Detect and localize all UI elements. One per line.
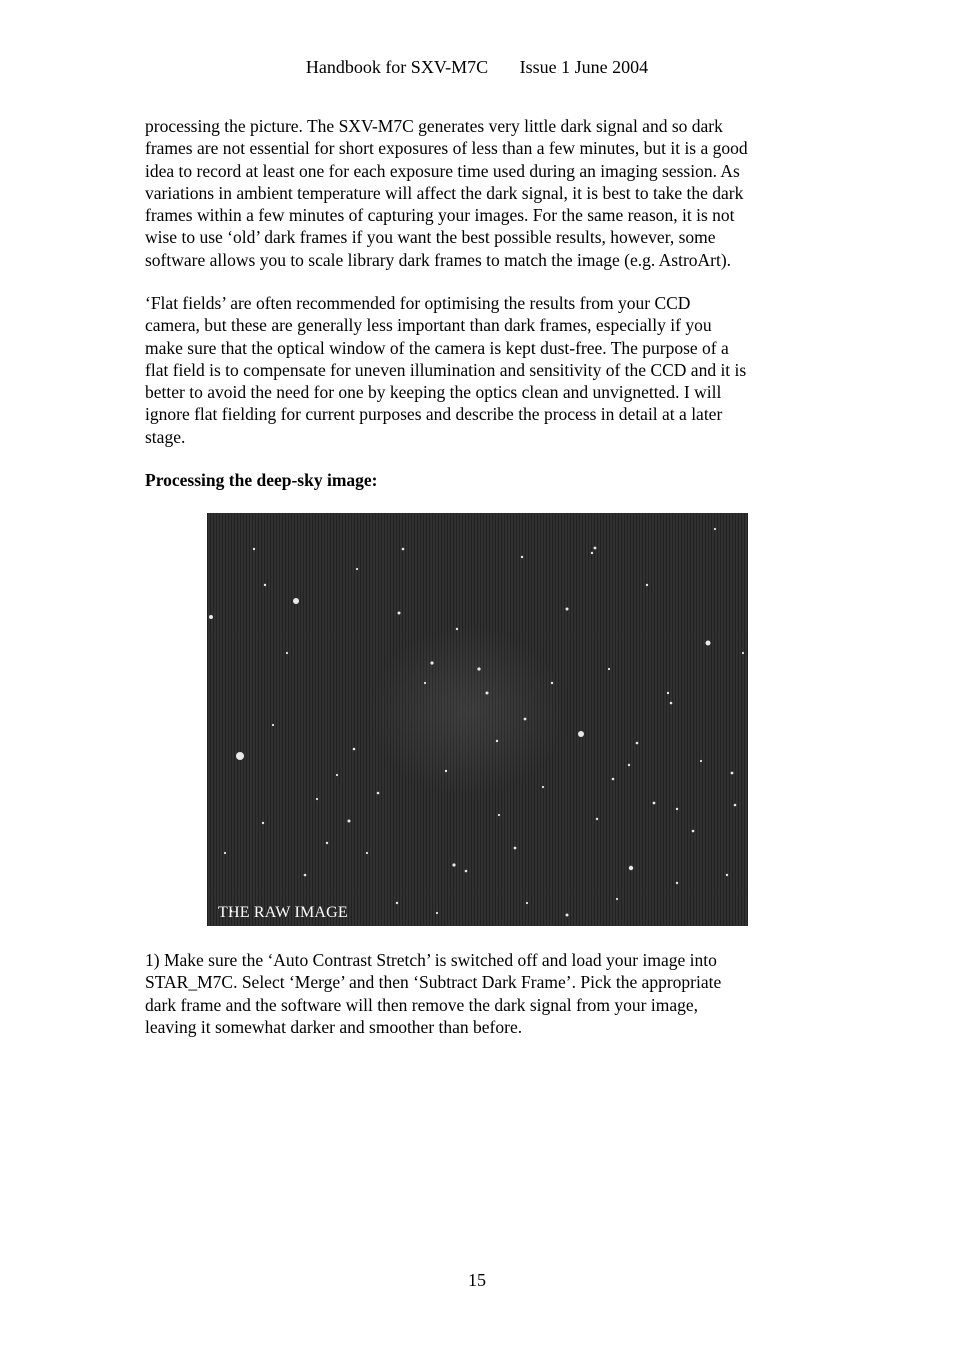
figure-caption: THE RAW IMAGE [218, 904, 348, 921]
paragraph-dark-frames [145, 115, 815, 271]
page-header [0, 57, 954, 78]
text-line: processing the picture. The SXV-M7C generates very little dark signal and so dark [145, 116, 723, 136]
text-line: make sure that the optical window of the camera is kept dust-free. The purpose of a [145, 337, 729, 358]
text-line: 1) Make sure the ‘Auto Contrast Stretch’ is switched off and load your image into [145, 950, 717, 970]
text-line: ignore flat fielding for current purposes and describe the process in detail at a later [145, 404, 723, 425]
raw-image-figure [207, 513, 748, 926]
paragraph-step-1 [145, 949, 815, 1038]
text-line: software allows you to scale library dark frames to match the image (e.g. AstroArt). [145, 249, 732, 270]
page-number: 15 [468, 1270, 486, 1290]
text-line: ‘Flat fields’ are often recommended for optimising the results from your CCD [145, 293, 691, 313]
text-line: idea to record at least one for each exposure time used during an imaging session. As [145, 160, 740, 181]
paragraph-flat-fields [145, 292, 815, 448]
text-line: leaving it somewhat darker and smoother than before. [145, 1016, 523, 1037]
text-line: camera, but these are generally less important than dark frames, especially if you [145, 315, 712, 336]
text-line: frames within a few minutes of capturing your images. For the same reason, it is not [145, 205, 735, 226]
section-heading: Processing the deep-sky image: [145, 470, 378, 490]
text-line: frames are not essential for short exposures of less than a few minutes, but it is a good [145, 138, 748, 159]
text-line: wise to use ‘old’ dark frames if you want the best possible results, however, some [145, 227, 716, 248]
text-line: better to avoid the need for one by keeping the optics clean and unvignetted. I will [145, 382, 722, 403]
text-line: STAR_M7C. Select ‘Merge’ and then ‘Subtract Dark Frame’. Pick the appropriate [145, 972, 722, 993]
text-line: variations in ambient temperature will affect the dark signal, it is best to take the dark [145, 182, 744, 203]
header-issue: Issue 1 June 2004 [519, 57, 649, 77]
star-field [207, 513, 748, 926]
text-line: flat field is to compensate for uneven illumination and sensitivity of the CCD and it is [145, 359, 747, 380]
text-line: dark frame and the software will then remove the dark signal from your image, [145, 994, 699, 1015]
text-line: stage. [145, 426, 186, 447]
header-title: Handbook for SXV-M7C [305, 57, 489, 77]
